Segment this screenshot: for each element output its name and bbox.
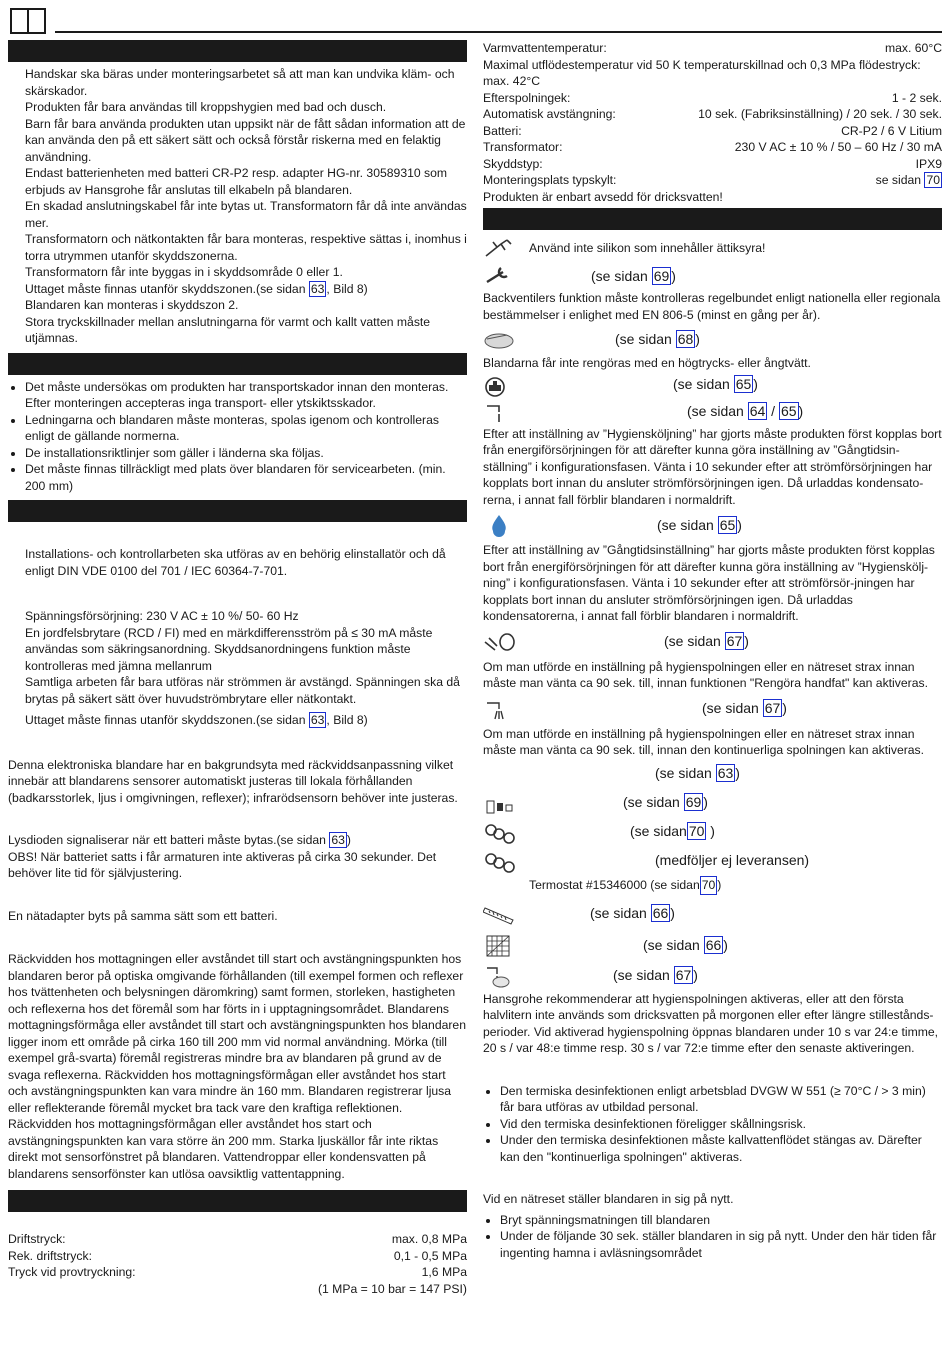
tech-key: Efterspolningek:: [483, 90, 571, 105]
list-item: • Det måste finnas tillräckligt med plats över blandaren för servicearbeten. (min. 200 mm): [25, 461, 467, 494]
tech-row: [483, 156, 942, 173]
safety-text: Stora tryckskillnader mellan anslutningarna för varmt och kallt vatten måste utjämnas.: [25, 314, 431, 345]
ref-text: [591, 268, 942, 285]
tech-value: 1,6 MPa: [421, 1265, 467, 1279]
flow-diagram-row: [483, 931, 942, 961]
tech-row: [8, 1264, 467, 1281]
electrical-text: Installations- och kontrollarbeten ska utföras av en behörig elinstallatör och då enligt DIN VDE 0100 del 701 / IEC 60364-7-701.: [25, 547, 446, 578]
factory-icon: [483, 373, 515, 397]
page-ref-link[interactable]: 65: [735, 376, 752, 393]
ref-text: [643, 937, 942, 954]
ruler-icon: [483, 902, 515, 926]
hand-operation-icon: [483, 964, 515, 988]
ref-text: [613, 967, 942, 984]
ref-text: [664, 633, 942, 650]
ref-text: [630, 823, 942, 840]
text-part: ): [753, 376, 758, 393]
electronic-mixer-text: Denna elektroniska blandare har en bakgrundsyta med räckviddsanpassning vilket innebär att blandarens sensorer automatiskt justeras till lokala förhållanden (badkarsstorlek, ljus i omgivningen, reflexer); infrarödsensorn behöver inte justeras.: [8, 757, 458, 805]
spacer: [483, 762, 515, 786]
electrical-text: Samtliga arbeten får bara utföras när strömmen är avstängd. Spänningen ska då brytas på säkert sätt över huvudströmbrytare eller nätkontakt.: [25, 675, 460, 706]
runtime-text: Efter att inställning av ”Gångtidsinställning” har gjorts måste produkten först kopplas bort från energiförsörjningen för att därefter kunna göra inställning av ”Hygiensköljning” i konfigurationsfasen. Vänta i 10 sekunder efter att strömförsör-jningen har kopplats bort innan du ansluter strömförsörjningen igen. Då urladdas kondensatorerna, i annat fall förblir blandaren i normaldrift.: [483, 543, 935, 623]
text-part: , Bild 8): [326, 281, 368, 296]
pressure-note: (1 MPa = 10 bar = 147 PSI): [317, 1281, 467, 1296]
text-part: ): [744, 633, 749, 650]
text-part: ): [670, 905, 675, 922]
section-bar-electrical: [8, 500, 467, 522]
fittings-icon: [483, 849, 515, 873]
list-item: • Det måste undersökas om produkten har transportskador innan den monteras. Efter monteringen accepteras inga transport- eller ytskiktsskador.: [25, 379, 467, 412]
technical-data-left: [8, 1231, 467, 1297]
tech-value: 0,1 - 0,5 MPa: [393, 1248, 467, 1263]
text-part: ): [798, 403, 804, 420]
page-ref-link[interactable]: 67: [764, 700, 781, 717]
text-part: se sidan: [875, 173, 925, 187]
text-part: (se sidan: [657, 516, 718, 533]
reset-text: Vid en nätreset ställer blandaren in sig på nytt.: [483, 1192, 734, 1206]
tech-value: 1 - 2 sek.: [891, 90, 942, 105]
ref-text: [590, 905, 942, 922]
list-item: • De installationsriktlinjer som gäller i länderna ska följas.: [25, 445, 467, 462]
led-text: [8, 832, 467, 849]
tech-key: Varmvattentemperatur:: [483, 41, 607, 55]
basin-row: [483, 625, 942, 659]
text-part: ): [723, 937, 728, 954]
page-ref-link[interactable]: 66: [705, 937, 722, 954]
tech-row: [8, 1248, 467, 1265]
page-ref-link[interactable]: 64: [749, 403, 766, 420]
list-item: • Vid den termiska desinfektionen föreligger skållningsrisk.: [500, 1116, 942, 1133]
ref63-row: [483, 759, 942, 789]
text-part: Lysdioden signaliserar när ett batteri måste bytas.(se sidan: [8, 833, 330, 847]
list-item: • Bryt spänningsmatningen till blandaren: [500, 1212, 942, 1229]
safety-text: Handskar ska bäras under monteringsarbetet så att man kan undvika kläm- och skärskador.: [25, 67, 455, 98]
silicone-gun-icon: [483, 236, 515, 260]
text-part: ): [706, 823, 715, 840]
list-item: • Ledningarna och blandaren måste monteras, spolas igenom och kontrolleras enligt de gällande normerna.: [25, 412, 467, 445]
cleaning-hand-icon: [483, 327, 515, 351]
safety-text: Barn får bara använda produkten utan uppsikt när de fått sådan information att de kan använda den på ett säkert sätt och också förstår riskerna med en felaktig användning.: [25, 116, 466, 164]
ref-text: [623, 794, 942, 811]
text-part: , Bild 8): [326, 713, 368, 727]
text-part: (se sidan: [664, 633, 725, 650]
continuous-text: Om man utförde en inställning på hygienspolningen eller en nätreset strax innan måste man vänta ca 90 sek. till, innan den kontinuerliga spolningen kan aktiveras.: [483, 726, 925, 757]
tap-spray-icon: [483, 697, 515, 721]
mounting-list: [8, 379, 467, 495]
tech-row: [483, 123, 942, 140]
ref-text: [615, 331, 942, 348]
tech-row: [483, 106, 942, 123]
safety-text: Transformatorn får inte byggas in i skyddsområde 0 eller 1.: [25, 265, 343, 279]
text-part: ): [346, 833, 351, 847]
section-bar-safety: [8, 40, 467, 62]
safety-text: En skadad anslutningskabel får inte bytas ut. Transformatorn får då inte användas mer.: [25, 199, 467, 230]
page-ref-link[interactable]: 65: [719, 516, 736, 533]
text-part: Uttaget måste finnas utanför skyddszonen.(se sidan: [25, 281, 309, 296]
page-ref-link[interactable]: 66: [652, 905, 669, 922]
safety-text: Blandaren kan monteras i skyddszon 2.: [25, 298, 239, 312]
page-ref-link[interactable]: 70: [926, 173, 940, 187]
text-part: (se sidan: [591, 267, 652, 284]
cleaning-text: Blandarna får inte rengöras med en högtrycks- eller ångtvätt.: [483, 356, 811, 370]
tech-key: Monteringsplats typskylt:: [483, 173, 617, 187]
tech-value: max. 60°C: [884, 41, 942, 55]
electrical-text: En jordfelsbrytare (RCD / FI) med en märkdifferensström på ≤ 30 mA måste användas som säkringsanordning. Skyddsanordningens funktion måste kontrolleras med jämna mellanrum: [25, 625, 433, 673]
page-ref-link[interactable]: 70: [688, 823, 705, 840]
page-ref-link[interactable]: 63: [331, 833, 345, 847]
ref-text: [687, 403, 942, 420]
tech-value: 230 V AC ± 10 % / 50 – 60 Hz / 30 mA: [734, 140, 942, 154]
optional-text: (medföljer ej leveransen): [655, 852, 810, 869]
safety-section: [8, 66, 467, 347]
right-column: [483, 40, 942, 1261]
thermal-disinfection-list: [483, 1083, 942, 1166]
tech-value: IPX9: [915, 156, 942, 171]
spare-parts-row: [483, 789, 942, 817]
tech-value: 10 sek. (Fabriksinställning) / 20 sek. / 30 sek.: [698, 107, 942, 121]
operation-row: [483, 961, 942, 991]
left-column: [8, 40, 467, 1297]
list-item: • Den termiska desinfektionen enligt arbetsblad DVGW W 551 (≥ 70°C / > 3 min) får bara utföras av utbildad personal.: [500, 1083, 942, 1116]
page-ref-link[interactable]: 63: [717, 765, 734, 782]
text-part: ): [735, 765, 740, 782]
page-ref-link[interactable]: 67: [675, 967, 692, 984]
tech-key: Batteri:: [483, 123, 522, 138]
page-ref-link[interactable]: 69: [685, 794, 702, 811]
list-item: • Under de följande 30 sek. ställer blandaren in sig på nytt. Under den här tiden får ingenting hamna i avläsningsområdet: [500, 1228, 942, 1261]
electrical-text: Spänningsförsörjning: 230 V AC ± 10 %/ 50- 60 Hz: [25, 609, 299, 623]
list-item: • Under den termiska desinfektionen måste kallvattenflödet stängas av. Därefter kan den "kontinuerliga spolningen" aktiveras.: [500, 1132, 942, 1165]
ref-text: [655, 765, 942, 782]
text-part: (se sidan: [655, 765, 716, 782]
page-ref-link[interactable]: 70: [700, 876, 718, 895]
water-drop-icon: [483, 513, 515, 537]
factory-row: [483, 372, 942, 398]
battery-note: OBS! När batteriet satts i får armaturen inte aktiveras på cirka 30 sekunder. Det behöver lite tid för självjustering.: [8, 849, 437, 880]
text-part: (se sidan: [590, 905, 651, 922]
text-part: (se sidan: [687, 403, 748, 420]
section-bar-care: [483, 208, 942, 230]
tech-row: [483, 172, 942, 189]
text-part: (se sidan: [615, 330, 676, 347]
fittings-row: [483, 817, 942, 847]
recommendation-text: Hansgrohe rekommenderar att hygienspolningen aktiveras, eller att den första halvlitern inte används som dricksvatten på morgonen eller efter längre stillestånds-perioder. Vid aktiverad hygienspolning öppnas blandaren under 10 s var 24:e timme, 20 s / var 48:e timme resp. 30 s / var 72:e timme efter den senaste aktiveringen.: [483, 991, 939, 1055]
page-ref-link[interactable]: 67: [726, 633, 743, 650]
text-part: ): [717, 878, 722, 893]
tech-key: Driftstryck:: [8, 1232, 66, 1246]
header-rule: [55, 31, 942, 33]
text-part: Uttaget måste finnas utanför skyddszonen.(se sidan: [25, 713, 309, 727]
tech-row: [483, 40, 942, 57]
text-part: ): [703, 794, 708, 811]
page-ref-link[interactable]: 68: [677, 330, 694, 347]
tech-row: [483, 139, 942, 156]
safety-text: Transformatorn och nätkontakten får bara monteras, respektive sättas i, inomhus i torra utrymmen utanför skyddszonerna.: [25, 232, 467, 263]
tech-value: [876, 172, 942, 189]
page-ref-link[interactable]: 63: [310, 281, 325, 296]
ref-text: [657, 517, 942, 534]
text-part: (se sidan: [702, 700, 763, 717]
page-ref-link[interactable]: 69: [653, 267, 670, 284]
safety-text: [25, 281, 467, 298]
manual-book-icon: [10, 8, 46, 34]
tech-key: Automatisk avstängning:: [483, 107, 616, 121]
page-ref-link[interactable]: 65: [780, 403, 797, 420]
silicone-text: Använd inte silikon som innehåller ättiksyra!: [529, 240, 766, 255]
text-part: /: [767, 403, 779, 420]
text-part: ): [671, 267, 676, 284]
electrical-text: [25, 712, 467, 729]
ref-text: [702, 700, 942, 717]
tech-key: Rek. driftstryck:: [8, 1248, 92, 1263]
continuous-row: [483, 692, 942, 726]
wrench-icon: [483, 264, 515, 288]
tech-row: [8, 1231, 467, 1248]
text-part: (se sidan: [613, 967, 674, 984]
silicone-row: [483, 234, 942, 262]
tech-key: Tryck vid provtryckning:: [8, 1265, 136, 1279]
hygiene-setting-row: [483, 398, 942, 426]
text-part: Termostat #15346000 (se sidan: [529, 878, 700, 893]
text-part: ): [782, 700, 787, 717]
fittings-icon: [483, 820, 515, 844]
text-part: (se sidan: [623, 794, 684, 811]
basin-cleaning-icon: [483, 630, 515, 654]
adapter-text: En nätadapter byts på samma sätt som ett batteri.: [8, 908, 278, 923]
page-ref-link[interactable]: 63: [310, 713, 325, 727]
tech-row: [483, 90, 942, 107]
flow-diagram-icon: [483, 934, 515, 958]
text-part: (se sidan: [630, 823, 687, 840]
max-temp-text: Maximal utflödestemperatur vid 50 K temperaturskillnad och 0,3 MPa flödestryck: max. 42°C: [483, 57, 921, 88]
tech-value: max. 0,8 MPa: [391, 1232, 467, 1246]
tech-value: CR-P2 / 6 V Litium: [841, 123, 942, 138]
text-part: ): [693, 967, 698, 984]
text-part: (se sidan: [643, 937, 704, 954]
reset-list: [483, 1212, 942, 1262]
section-bar-technical: [8, 1190, 467, 1212]
dimensions-row: [483, 897, 942, 931]
cleaning-row: [483, 323, 942, 355]
drinking-water-text: Produkten är enbart avsedd för dricksvatten!: [483, 189, 723, 204]
text-part: ): [737, 516, 742, 533]
hygiene-text: Efter att inställning av ”Hygiensköljning” har gjorts måste produkten först kopplas bort från energiförsörjningen för att därefter kunna göra inställning av ”Gångtidsin-ställning” i konfigurationsfasen. Vänta i 10 sekunder efter att strömförsörjningen har kopplats bort innan du ansluter strömförsörjningen igen. Då urladdas kondensato-rerna, i annat fall förblir blandaren i normaldrift.: [483, 426, 942, 507]
tech-key: Skyddstyp:: [483, 156, 543, 171]
safety-text: Endast batterienheten med batteri CR-P2 resp. adapter HG-nr. 30589310 som erbjuds av Hansgrohe får anslutas till elkabeln på blandaren.: [25, 166, 448, 197]
text-part: (se sidan: [673, 376, 734, 393]
range-text: Räckvidden hos mottagningen eller avståndet till start och avstängningspunkten hos blandaren beror på optiska omgivande förhållanden (till exempel formen och reflexer hos tvättenheten och belysningen däromkring) samt formen, storleken, hastigheten och reflexerna hos det föremål som har förts in i upptagningsområdet. Blandarens mottagningsförmåga eller avståndet till start och avstängningspunkten hos blandaren ligger inom ett område på cirka 160 till 200 mm vid normal användning. Mörka (till exempel grå-svarta) föremål registreras mindre bra av blandaren på grund av de svaga reflexerna. Räckvidden hos mottagningsförmågan eller avståndet hos start och avstängningspunkten kan vara mindre än 160 mm. Blandaren registrerar ljusa eller reflekterande föremål mycket bra tack vare den kraftiga reflektionen. Räckvidden hos mottagningsförmågan eller avståndet hos start och avstängningspunkten kan vara större än 200 mm. Starka ljuskällor får inte riktas direkt mot sensorfönstret på blandaren. Vattendroppar eller kondensvatten på blandarens sensorfönster kan utlösa oavsiktlig vattentappning.: [8, 952, 466, 1181]
service-row: [483, 262, 942, 290]
check-valve-text: Backventilers funktion måste kontrolleras regelbundet enligt nationella eller regionala bestämmelser i enlighet med EN 806-5 (minst en gång per år).: [483, 291, 941, 322]
runtime-row: [483, 508, 942, 542]
basin-text: Om man utförde en inställning på hygienspolningen eller en nätreset strax innan måste man vänta ca 90 sek. till, innan funktionen "Rengöra handfat" kan aktiveras.: [483, 659, 928, 690]
optional-row: [483, 847, 942, 875]
section-bar-mounting: [8, 353, 467, 375]
electrical-section: [8, 546, 467, 729]
text-part: ): [695, 330, 700, 347]
tap-icon: [483, 400, 515, 424]
spare-parts-icon: [483, 791, 515, 815]
safety-text: Produkten får bara användas till kroppshygien med bad och dusch.: [25, 100, 387, 114]
ref-text: [673, 376, 942, 393]
tech-key: Transformator:: [483, 140, 563, 154]
thermostat-row: [483, 875, 942, 897]
